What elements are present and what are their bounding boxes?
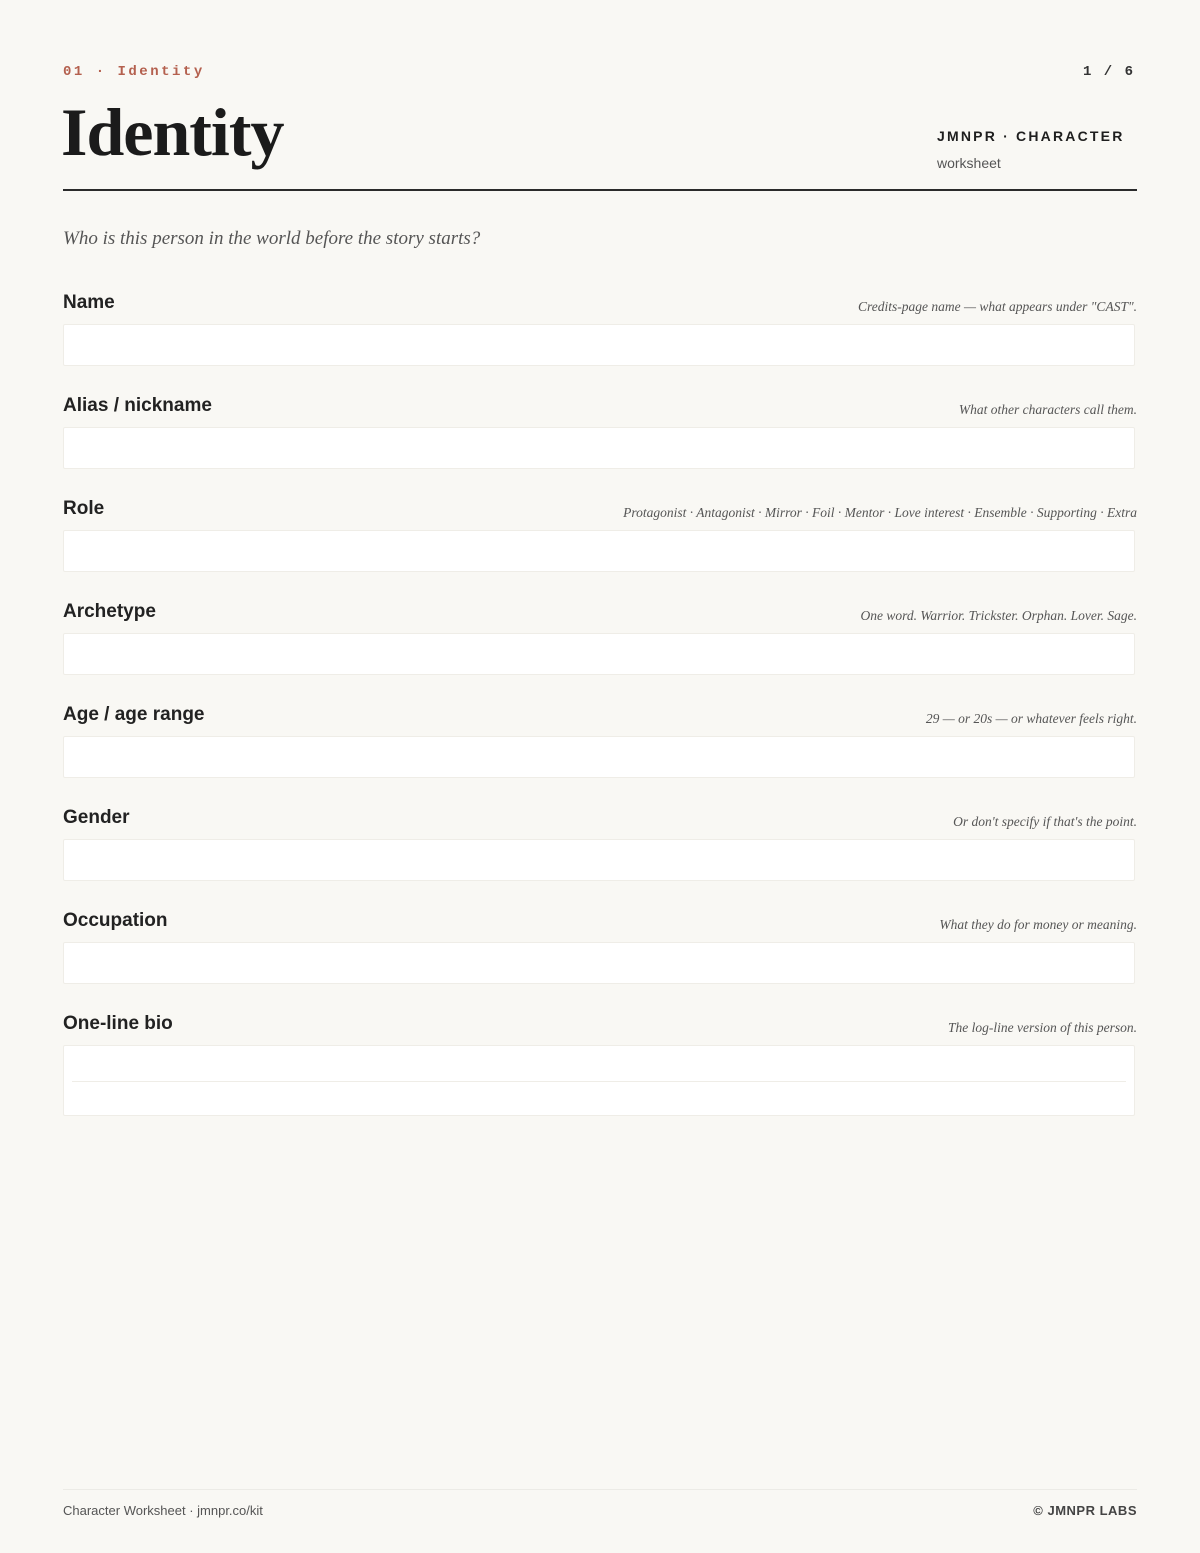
alias-input[interactable]: [63, 427, 1135, 469]
page-indicator: 1 / 6: [1082, 64, 1135, 80]
field-label: Alias / nickname: [63, 395, 212, 416]
field-hint: What they do for money or meaning.: [939, 917, 1137, 932]
field-label: Gender: [63, 807, 130, 828]
gender-input[interactable]: [63, 839, 1135, 881]
footer-source: Character Worksheet · jmnpr.co/kit: [63, 1503, 263, 1518]
footer-divider: [63, 1489, 1137, 1490]
field-label: Role: [63, 498, 105, 519]
archetype-input[interactable]: [63, 633, 1135, 675]
field-archetype: [63, 601, 1137, 704]
field-label: Occupation: [63, 910, 168, 931]
page-title: Identity: [61, 94, 284, 170]
footer-copyright: © JMNPR LABS: [1033, 1503, 1137, 1518]
brand-subtitle: worksheet: [937, 155, 1001, 171]
field-alias: [63, 395, 1137, 498]
field-hint: The log-line version of this person.: [948, 1020, 1137, 1035]
header-divider: [63, 189, 1137, 191]
field-label: Archetype: [63, 601, 156, 622]
intro-prompt: Who is this person in the world before the story starts?: [63, 228, 481, 249]
worksheet-page: [63, 0, 1137, 1553]
field-hint: 29 — or 20s — or whatever feels right.: [925, 711, 1137, 726]
field-list: [63, 292, 1137, 1116]
field-hint: Or don't specify if that's the point.: [953, 814, 1137, 829]
field-gender: [63, 807, 1137, 910]
brand-name: JMNPR · CHARACTER: [937, 128, 1125, 144]
field-label: Age / age range: [63, 704, 205, 725]
field-age: [63, 704, 1137, 807]
name-input[interactable]: [63, 324, 1135, 366]
age-input[interactable]: [63, 736, 1135, 778]
field-label: One-line bio: [63, 1013, 173, 1034]
field-name: [63, 292, 1137, 395]
bio-textarea[interactable]: [63, 1045, 1135, 1116]
field-bio: [63, 1013, 1137, 1116]
field-role: [63, 498, 1137, 601]
field-hint: Credits-page name — what appears under "CAST".: [858, 299, 1137, 314]
section-eyebrow: 01 · Identity: [63, 64, 205, 80]
field-hint: Protagonist · Antagonist · Mirror · Foil · Mentor · Love interest · Ensemble · Supporting · Extra: [623, 505, 1137, 520]
field-occupation: [63, 910, 1137, 1013]
role-input[interactable]: [63, 530, 1135, 572]
field-label: Name: [63, 292, 115, 313]
occupation-input[interactable]: [63, 942, 1135, 984]
field-hint: One word. Warrior. Trickster. Orphan. Lover. Sage.: [860, 608, 1137, 623]
field-hint: What other characters call them.: [958, 402, 1137, 417]
